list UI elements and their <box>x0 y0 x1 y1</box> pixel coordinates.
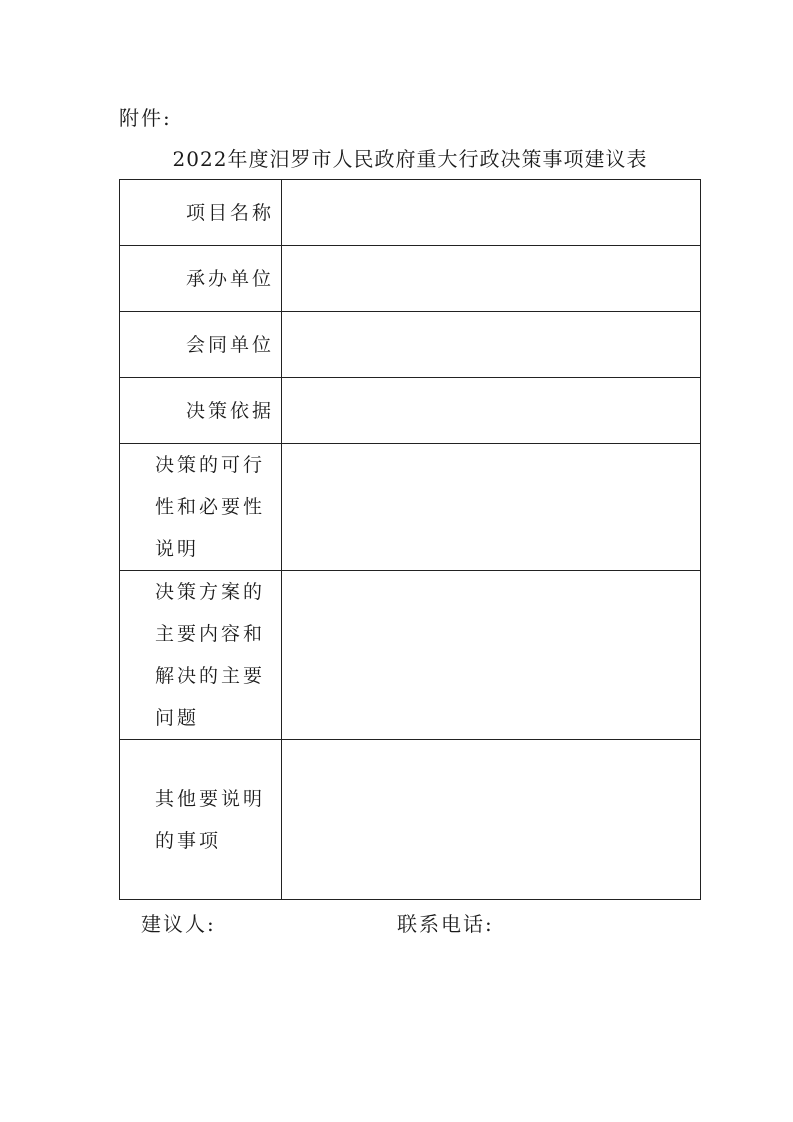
cooperating-unit-field[interactable] <box>282 312 701 378</box>
project-name-field[interactable] <box>282 180 701 246</box>
attachment-label: 附件: <box>119 106 172 130</box>
decision-basis-field[interactable] <box>282 378 701 444</box>
phone-label: 联系电话: <box>397 912 494 936</box>
proposer-label: 建议人: <box>141 912 216 936</box>
other-matters-field[interactable] <box>282 740 701 900</box>
row-label-decision-basis: 决策依据 <box>120 378 282 444</box>
table-row <box>120 571 701 740</box>
form-title: 2022年度汨罗市人民政府重大行政决策事项建议表 <box>172 147 648 171</box>
row-label-cooperating-unit: 会同单位 <box>120 312 282 378</box>
row-label-plan-content: 决策方案的主要内容和解决的主要问题 <box>120 571 282 740</box>
row-label-feasibility: 决策的可行性和必要性说明 <box>120 444 282 571</box>
table-row <box>120 180 701 246</box>
plan-content-field[interactable] <box>282 571 701 740</box>
host-unit-field[interactable] <box>282 246 701 312</box>
table-row <box>120 312 701 378</box>
proposal-form-table <box>119 179 701 900</box>
table-row <box>120 740 701 900</box>
row-label-host-unit: 承办单位 <box>120 246 282 312</box>
table-row <box>120 444 701 571</box>
table-row <box>120 378 701 444</box>
row-label-other-matters: 其他要说明的事项 <box>120 740 282 900</box>
row-label-project-name: 项目名称 <box>120 180 282 246</box>
feasibility-field[interactable] <box>282 444 701 571</box>
table-row <box>120 246 701 312</box>
